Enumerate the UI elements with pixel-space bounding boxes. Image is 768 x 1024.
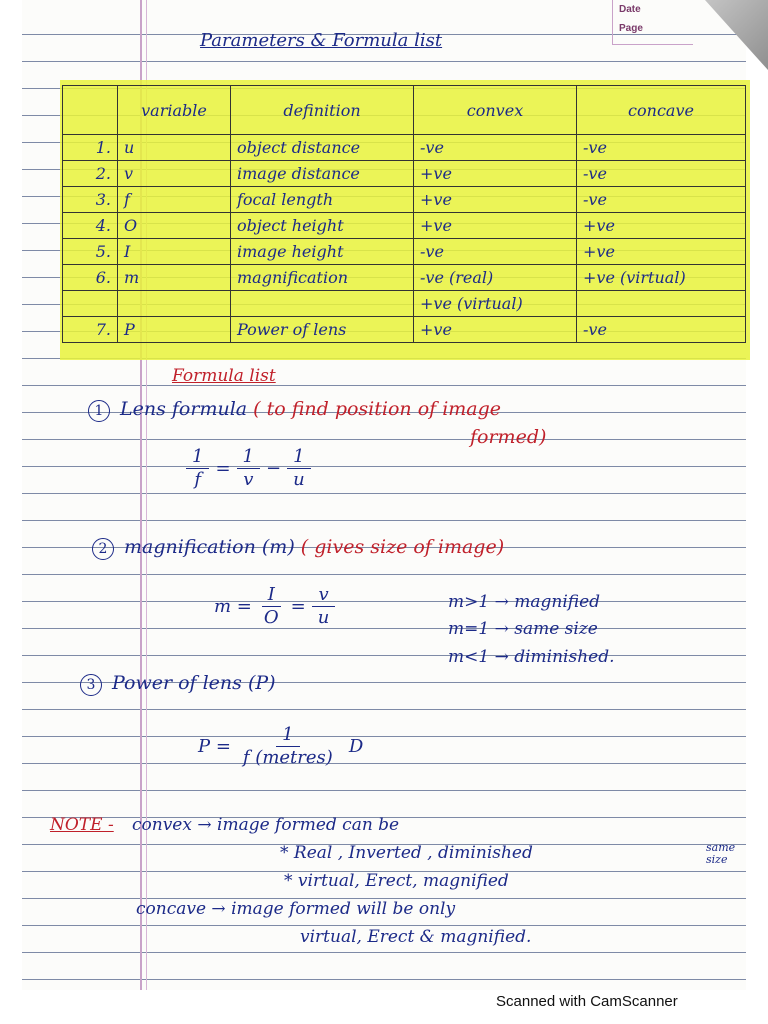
row-num: 6. [63,265,118,291]
row-num: 2. [63,161,118,187]
page-label: Page [619,23,643,34]
note-label: NOTE - [50,815,114,835]
row-concave: +ve (virtual) [577,265,746,291]
row-concave: -ve [577,135,746,161]
power-label [80,672,276,696]
power-unit: D [348,736,364,757]
lens-formula-label [88,398,501,422]
table-row [63,291,746,317]
row-definition: magnification [231,265,414,291]
fraction-numerator: 1 [237,446,260,469]
power-equation [198,724,363,769]
lens-formula-note: ( to find position of image [253,398,502,420]
fraction-numerator: 1 [276,724,299,747]
number-circle: 1 [88,400,110,422]
fraction-denominator: O [263,607,279,628]
header-variable: variable [118,86,231,135]
date-page-box [612,0,693,45]
note-convex-item-2: * virtual, Erect, magnified [284,871,509,891]
note-side-annotation [706,842,735,866]
row-variable: O [118,213,231,239]
row-convex: -ve (real) [414,265,577,291]
row-variable: f [118,187,231,213]
number-circle: 2 [92,538,114,560]
row-convex: +ve [414,213,577,239]
row-variable: I [118,239,231,265]
row-variable [118,291,231,317]
table-header-row [63,86,746,135]
row-definition: image distance [231,161,414,187]
row-variable: m [118,265,231,291]
note-convex-item-1: * Real , Inverted , diminished [280,843,533,863]
lens-formula-equation: $\frac{1}{f}$ = $\frac{1}{v}$ − $\frac{1}{u}$ [180,446,317,491]
lens-formula-note-2: formed) [470,426,547,448]
row-convex: -ve [414,135,577,161]
note-convex-line: convex → image formed can be [132,815,400,835]
row-concave: +ve [577,213,746,239]
fraction-denominator: f (metres) [242,747,333,768]
fraction-denominator: v [243,469,254,490]
row-num: 1. [63,135,118,161]
date-label: Date [619,4,641,15]
row-num: 4. [63,213,118,239]
table-row [63,187,746,213]
table-row [63,161,746,187]
magnification-rule: m<1 → diminished. [448,647,615,667]
fraction-numerator: I [262,584,281,607]
row-concave: -ve [577,317,746,343]
page-title: Parameters & Formula list [200,30,443,51]
fraction-denominator: u [317,607,330,628]
formula-list-heading: Formula list [172,366,276,386]
row-concave: -ve [577,161,746,187]
magnification-rule: m>1 → magnified [448,592,601,612]
row-definition: Power of lens [231,317,414,343]
side-annotation-top: same [706,841,736,854]
parameters-table [62,85,746,343]
row-definition: object distance [231,135,414,161]
table-row [63,317,746,343]
fraction-numerator: v [312,584,334,607]
magnification-text: magnification (m) [124,536,295,558]
row-variable: P [118,317,231,343]
magnification-rule: m=1 → same size [448,619,598,639]
number-circle: 3 [80,674,102,696]
fraction-numerator: 1 [287,446,310,469]
row-convex: +ve [414,187,577,213]
row-convex: +ve [414,317,577,343]
magnification-label [92,536,504,560]
fraction-denominator: f [194,469,202,490]
row-convex: -ve [414,239,577,265]
power-lhs: P = [198,736,231,757]
row-convex: +ve [414,161,577,187]
note-concave-line-2: virtual, Erect & magnified. [300,927,532,947]
row-variable: u [118,135,231,161]
table-row [63,135,746,161]
row-num: 7. [63,317,118,343]
row-convex: +ve (virtual) [414,291,577,317]
row-definition: image height [231,239,414,265]
row-variable: v [118,161,231,187]
power-text: Power of lens (P) [112,672,276,694]
row-concave: +ve [577,239,746,265]
fraction-numerator: 1 [186,446,209,469]
table-row [63,239,746,265]
fraction-denominator: u [293,469,305,490]
scanner-watermark: Scanned with CamScanner [496,993,678,1010]
row-definition [231,291,414,317]
row-definition: focal length [231,187,414,213]
row-num: 5. [63,239,118,265]
note-concave-line-1: concave → image formed will be only [136,899,456,919]
header-concave: concave [577,86,746,135]
lens-formula-text: Lens formula [120,398,248,420]
table-row [63,265,746,291]
magnification-note: ( gives size of image) [300,536,505,558]
magnification-equation: m = $\frac{I}{O}$ = $\frac{v}{u}$ [214,584,341,629]
magnification-lhs: m = [214,596,252,617]
header-convex: convex [414,86,577,135]
row-concave [577,291,746,317]
row-num: 3. [63,187,118,213]
side-annotation-bottom: size [706,853,728,866]
table-row [63,213,746,239]
row-definition: object height [231,213,414,239]
row-num [63,291,118,317]
header-num [63,86,118,135]
header-definition: definition [231,86,414,135]
row-concave: -ve [577,187,746,213]
